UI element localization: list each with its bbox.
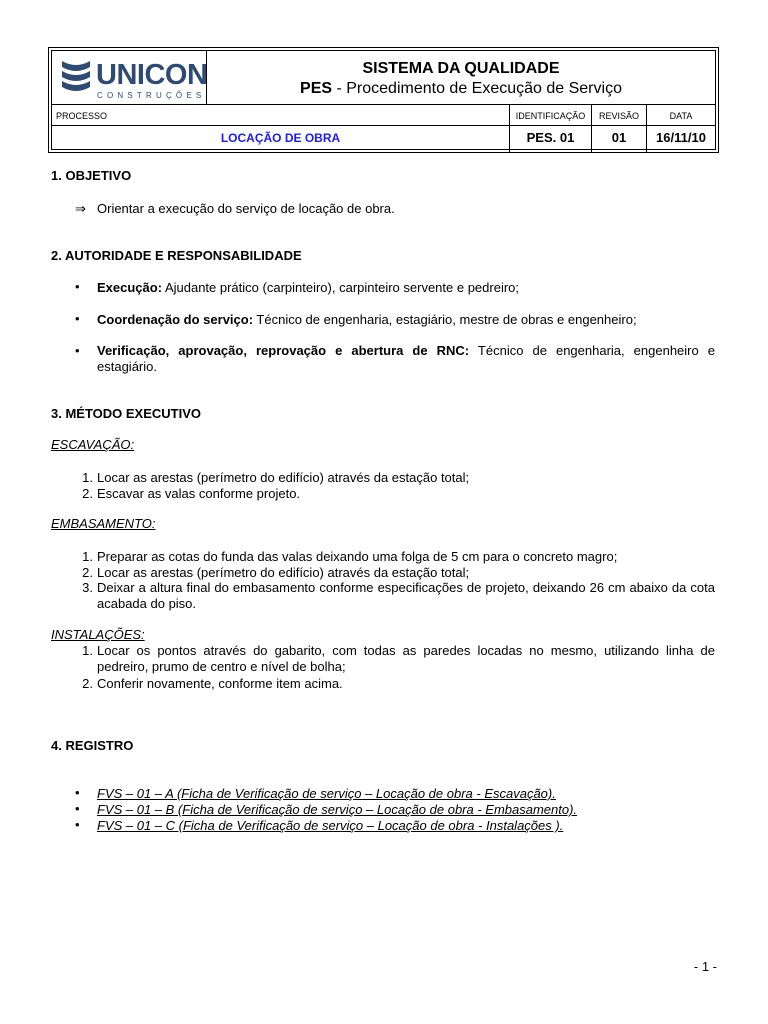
processo-value: LOCAÇÃO DE OBRA — [220, 131, 341, 145]
document-header-inner — [51, 50, 716, 150]
processo-label: PROCESSO — [56, 111, 108, 121]
item-text: Técnico de engenharia, estagiário, mestre de obras e engenheiro; — [253, 312, 637, 327]
item-number: 2. — [82, 565, 93, 580]
item-number: 1. — [82, 549, 93, 564]
subsection-title-embasamento: EMBASAMENTO: — [51, 516, 156, 531]
list-item: Deixar a altura final do embasamento conforme especificações de projeto, deixando 26 cm abaixo da cota acabada do piso. — [97, 580, 715, 611]
bullet-icon: • — [75, 801, 80, 816]
section-title-metodo: 3. MÉTODO EXECUTIVO — [51, 406, 202, 421]
list-item — [97, 343, 715, 375]
bullet-icon: • — [75, 785, 80, 800]
identificacao-label: IDENTIFICAÇÃO — [515, 111, 586, 121]
item-number: 3. — [82, 580, 93, 595]
document-subtitle — [207, 80, 715, 98]
item-text: Técnico de engenharia, engenheiro e estagiário. — [97, 343, 715, 374]
subtitle-text: - Procedimento de Execução de Serviço — [332, 80, 622, 97]
section-title-autoridade: 2. AUTORIDADE E RESPONSABILIDADE — [51, 248, 302, 263]
section-title-objetivo: 1. OBJETIVO — [51, 168, 132, 183]
item-text: Ajudante prático (carpinteiro), carpinteiro servente e pedreiro; — [162, 280, 520, 295]
list-item — [97, 312, 715, 328]
registro-item: FVS – 01 – A (Ficha de Verificação de serviço – Locação de obra - Escavação). — [97, 786, 556, 801]
item-number: 1. — [82, 470, 93, 485]
header-title-cell — [207, 51, 715, 104]
document-header — [48, 47, 719, 153]
subsection-title-instalacoes: INSTALAÇÕES: — [51, 627, 145, 642]
list-item: Locar os pontos através do gabarito, com todas as paredes locadas no mesmo, utilizando linha de pedreiro, prumo de centro e nível de bolha; — [97, 643, 715, 674]
registro-item: FVS – 01 – B (Ficha de Verificação de serviço – Locação de obra - Embasamento). — [97, 802, 578, 817]
list-item — [97, 280, 715, 296]
subtitle-code: PES — [300, 80, 333, 97]
logo-wordmark: UNICON — [96, 59, 208, 91]
identificacao-value: PES. 01 — [526, 130, 575, 145]
identificacao-cell — [510, 105, 592, 152]
objetivo-text: Orientar a execução do serviço de locação de obra. — [97, 201, 395, 216]
registro-item: FVS – 01 – C (Ficha de Verificação de serviço – Locação de obra - Instalações ). — [97, 818, 564, 833]
revisao-label: REVISÃO — [598, 111, 639, 121]
item-label: Coordenação do serviço: — [97, 312, 254, 327]
item-label: Verificação, aprovação, reprovação e abertura de RNC: — [97, 343, 470, 358]
data-label: DATA — [669, 111, 693, 121]
item-number: 2. — [82, 676, 93, 691]
header-info-row — [52, 104, 715, 152]
list-item: Conferir novamente, conforme item acima. — [97, 676, 343, 691]
item-number: 2. — [82, 486, 93, 501]
logo-waves-icon — [58, 57, 94, 97]
arrow-icon: ⇒ — [75, 201, 86, 216]
section-title-registro: 4. REGISTRO — [51, 738, 134, 753]
item-label: Execução: — [97, 280, 163, 295]
bullet-icon: • — [75, 817, 80, 832]
item-number: 1. — [82, 643, 93, 658]
list-item: Preparar as cotas do funda das valas deixando uma folga de 5 cm para o concreto magro; — [97, 549, 618, 564]
subsection-title-escavacao: ESCAVAÇÃO: — [51, 437, 135, 452]
logo-subtitle: CONSTRUÇÕES — [97, 91, 206, 100]
document-title: SISTEMA DA QUALIDADE — [362, 60, 560, 77]
data-cell — [647, 105, 715, 152]
bullet-icon: • — [75, 343, 80, 358]
revisao-value: 01 — [611, 130, 627, 145]
bullet-icon: • — [75, 311, 80, 326]
bullet-icon: • — [75, 279, 80, 294]
list-item: Locar as arestas (perímetro do edifício) através da estação total; — [97, 565, 470, 580]
company-logo — [52, 51, 207, 104]
page-number: - 1 - — [693, 959, 717, 974]
list-item: Locar as arestas (perímetro do edifício) através da estação total; — [97, 470, 470, 485]
revisao-cell — [592, 105, 647, 152]
data-value: 16/11/10 — [656, 130, 706, 145]
processo-cell — [52, 105, 510, 152]
list-item: Escavar as valas conforme projeto. — [97, 486, 301, 501]
